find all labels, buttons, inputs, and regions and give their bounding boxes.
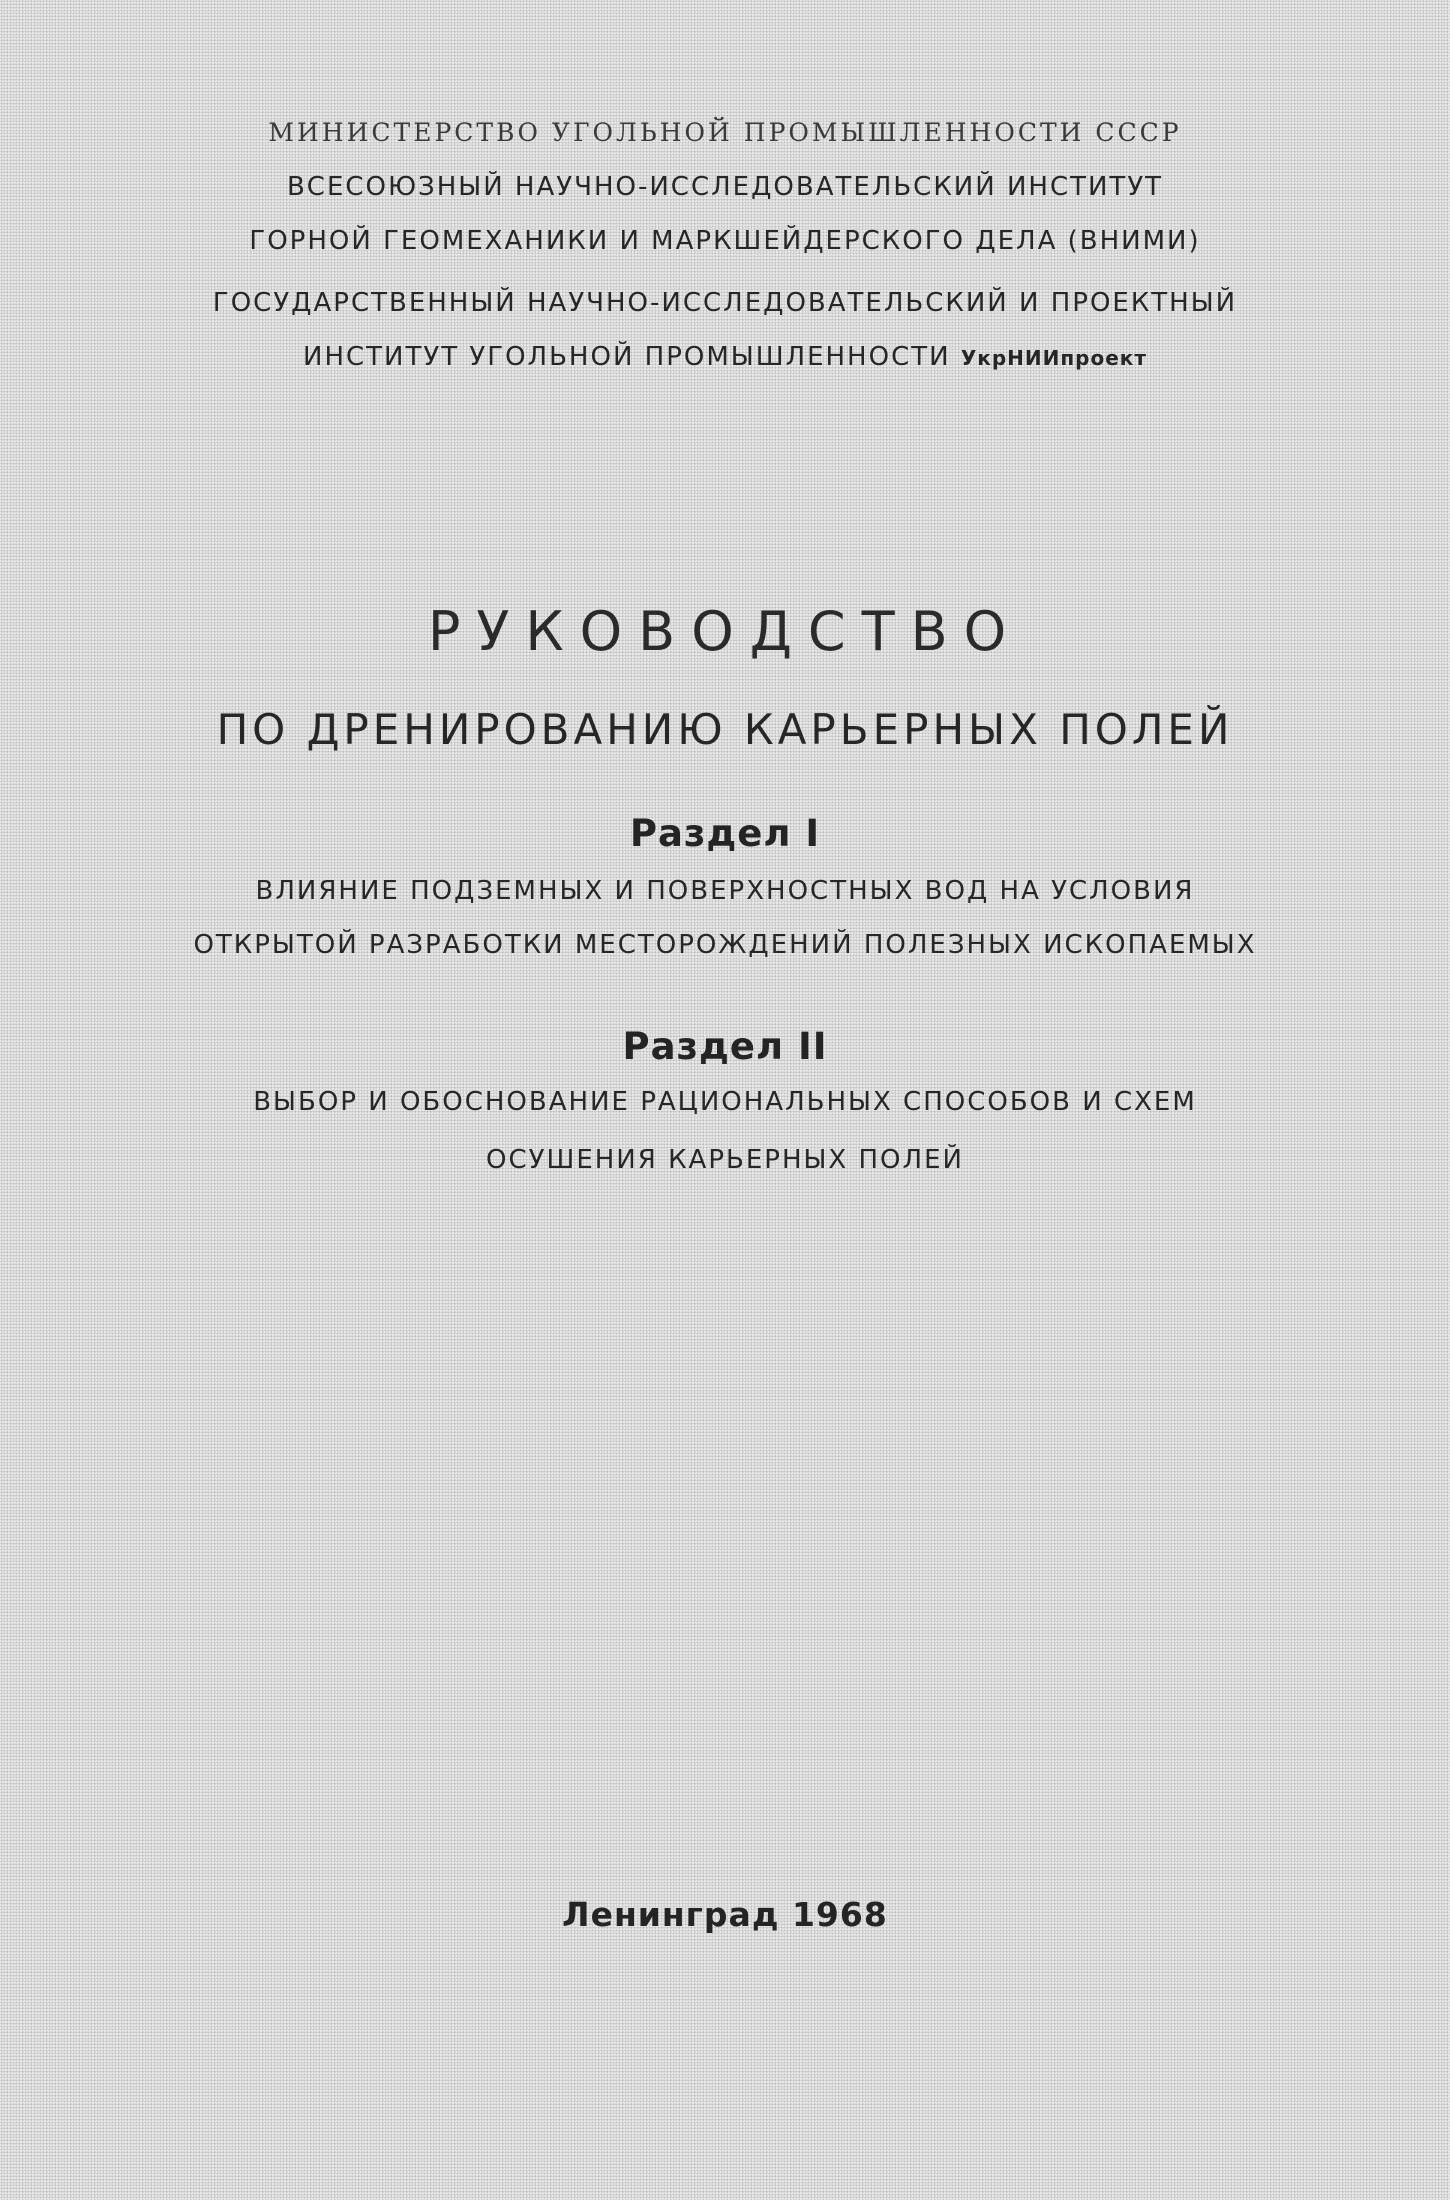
section-1-description-line2: ОТКРЫТОЙ РАЗРАБОТКИ МЕСТОРОЖДЕНИЙ ПОЛЕЗНЫХ ИСКОПАЕМЫХ: [193, 930, 1257, 960]
section-1-description-line1: ВЛИЯНИЕ ПОДЗЕМНЫХ И ПОВЕРХНОСТНЫХ ВОД НА УСЛОВИЯ: [255, 876, 1195, 906]
institute-ukrniiproekt-line2: [0, 342, 1450, 372]
institute-ukrniiproekt-name: ИНСТИТУТ УГОЛЬНОЙ ПРОМЫШЛЕННОСТИ: [303, 342, 951, 372]
institute-ukrniiproekt-line1: ГОСУДАРСТВЕННЫЙ НАУЧНО-ИССЛЕДОВАТЕЛЬСКИЙ И ПРОЕКТНЫЙ: [212, 288, 1238, 318]
section-2-description-line1: ВЫБОР И ОБОСНОВАНИЕ РАЦИОНАЛЬНЫХ СПОСОБОВ И СХЕМ: [253, 1087, 1197, 1117]
document-title: РУКОВОДСТВО: [427, 600, 1023, 663]
section-1-label: Раздел I: [629, 812, 821, 855]
document-subtitle: ПО ДРЕНИРОВАНИЮ КАРЬЕРНЫХ ПОЛЕЙ: [216, 705, 1234, 754]
section-2-description-line2: ОСУШЕНИЯ КАРЬЕРНЫХ ПОЛЕЙ: [486, 1145, 964, 1175]
ministry-heading: МИНИСТЕРСТВО УГОЛЬНОЙ ПРОМЫШЛЕННОСТИ СССР: [268, 118, 1182, 147]
publication-place-year: Ленинград 1968: [562, 1895, 888, 1934]
section-2-label: Раздел II: [622, 1025, 828, 1068]
institute-abbreviation: УкрНИИпроект: [960, 346, 1147, 370]
institute-vnimi-line2: ГОРНОЙ ГЕОМЕХАНИКИ И МАРКШЕЙДЕРСКОГО ДЕЛА (ВНИМИ): [249, 226, 1201, 256]
institute-vnimi-line1: ВСЕСОЮЗНЫЙ НАУЧНО-ИССЛЕДОВАТЕЛЬСКИЙ ИНСТИТУТ: [286, 172, 1164, 202]
